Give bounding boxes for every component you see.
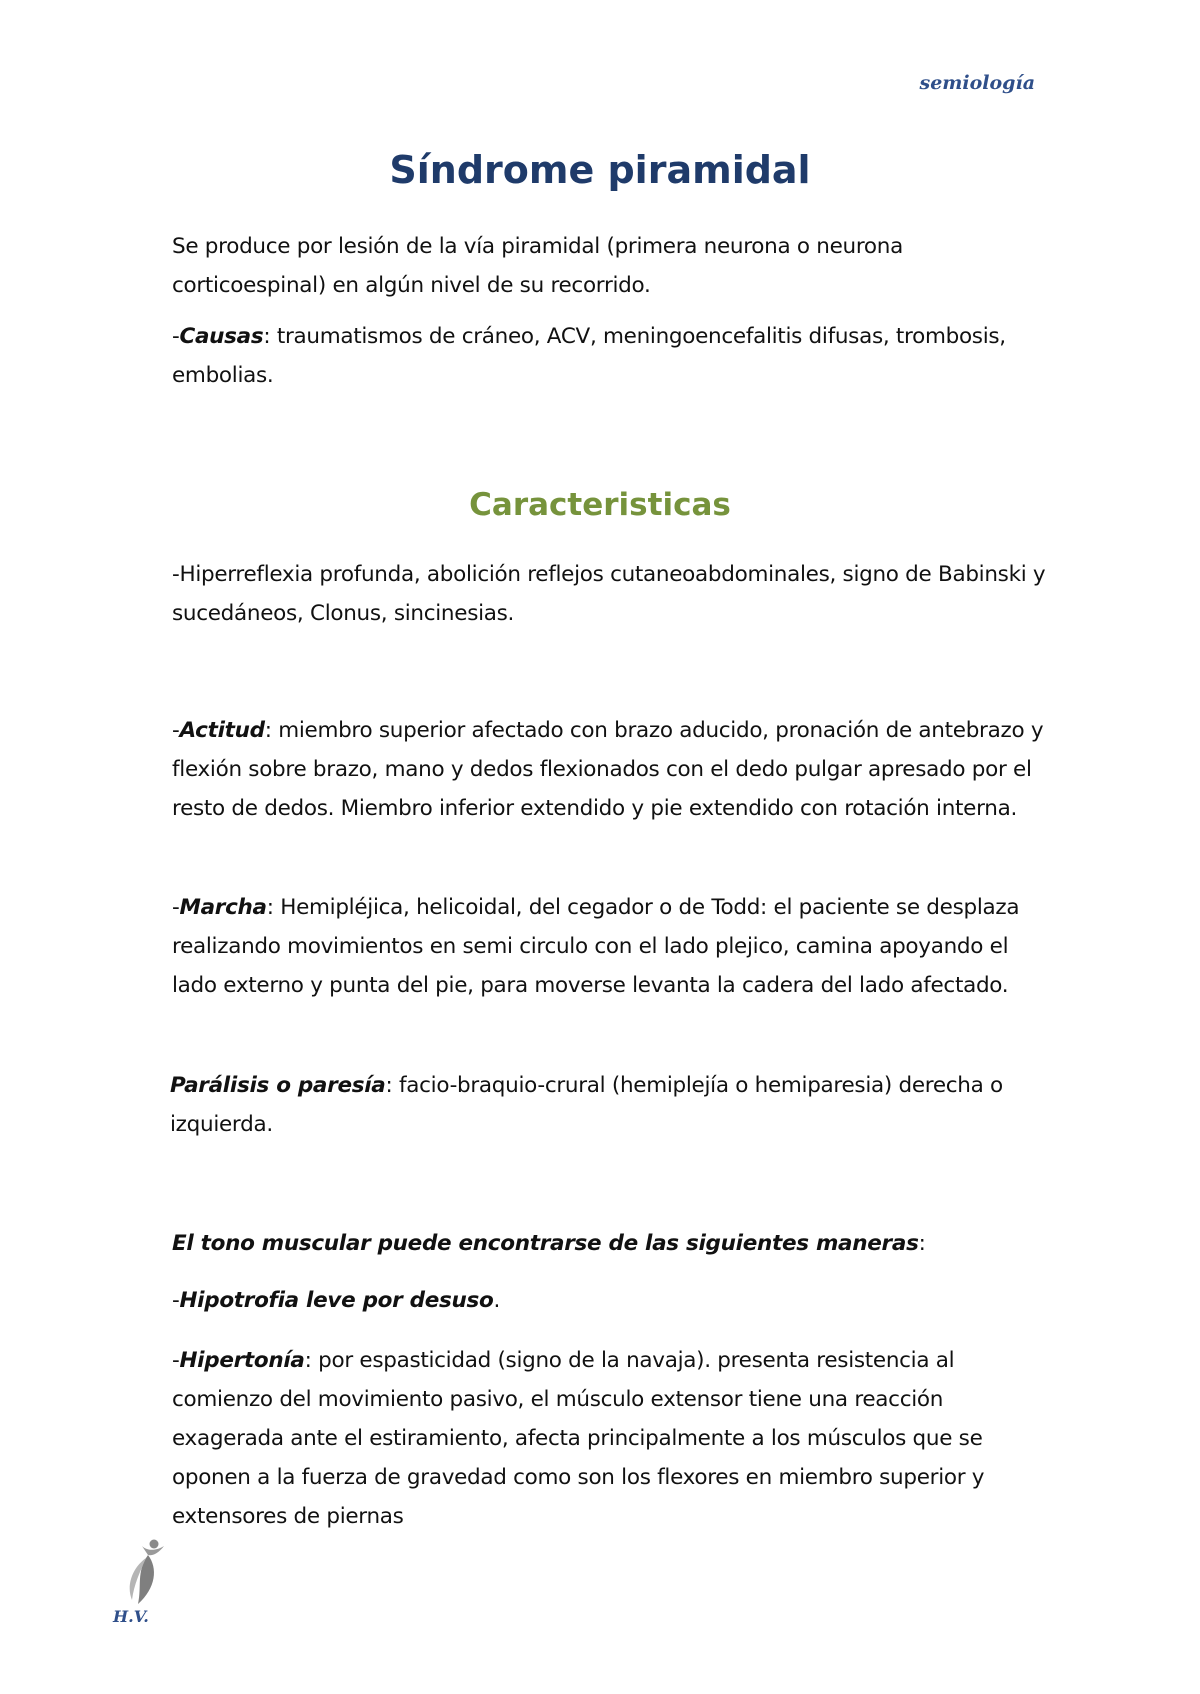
actitud-paragraph: [172, 711, 1052, 828]
paralisis-label: Parálisis o paresía: [170, 1073, 386, 1098]
marcha-label: Marcha: [179, 895, 267, 920]
tono-label: El tono muscular puede encontrarse de las siguientes maneras: [172, 1231, 919, 1256]
section-title: Caracteristicas: [469, 487, 731, 523]
marcha-prefix: -: [172, 895, 180, 920]
paralisis-paragraph: [170, 1066, 1050, 1144]
intro-paragraph: Se produce por lesión de la vía piramidal (primera neurona o neurona corticoespinal) en algún nivel de su recorrido.: [172, 234, 903, 298]
actitud-label: Actitud: [179, 718, 265, 743]
hipertonia-label: Hipertonía: [179, 1348, 305, 1373]
leaf-figure-icon: [118, 1538, 174, 1610]
actitud-text: : miembro superior afectado con brazo aducido, pronación de antebrazo y flexión sobre brazo, mano y dedos flexionados con el dedo pulgar apresado por el resto de dedos. Miembro inferior extendido y pie extendido con rotación interna.: [172, 718, 1044, 821]
hiperreflexia-paragraph: -Hiperreflexia profunda, abolición reflejos cutaneoabdominales, signo de Babinski y sucedáneos, Clonus, sincinesias.: [172, 562, 1046, 626]
causas-label: Causas: [179, 324, 264, 349]
page-title: Síndrome piramidal: [389, 148, 811, 192]
marcha-text: : Hemipléjica, helicoidal, del cegador o de Todd: el paciente se desplaza realizando movimientos en semi circulo con el lado plejico, camina apoyando el lado externo y punta del pie, para moverse levanta la cadera del lado afectado.: [172, 895, 1020, 998]
tono-suffix: :: [918, 1231, 926, 1256]
causas-prefix: -: [172, 324, 180, 349]
actitud-prefix: -: [172, 718, 180, 743]
tono-heading: [172, 1224, 1052, 1263]
footer-initials: H.V.: [113, 1607, 149, 1626]
hipotrofia-label: Hipotrofia leve por desuso: [179, 1288, 494, 1313]
hipertonia-paragraph: [172, 1341, 1052, 1536]
paralisis-text: : facio-braquio-crural (hemiplejía o hemiparesia) derecha o izquierda.: [170, 1073, 1003, 1137]
header-tag: semiología: [919, 72, 1035, 94]
hipertonia-prefix: -: [172, 1348, 180, 1373]
causas-text: : traumatismos de cráneo, ACV, meningoencefalitis difusas, trombosis, embolias.: [172, 324, 1006, 388]
causas-paragraph: [172, 317, 1052, 395]
hipotrofia-paragraph: [172, 1281, 1052, 1320]
hipotrofia-prefix: -: [172, 1288, 180, 1313]
hipertonia-text: : por espasticidad (signo de la navaja). presenta resistencia al comienzo del movimiento pasivo, el músculo extensor tiene una reacción exagerada ante el estiramiento, afecta principalmente a los músculos que se oponen a la fuerza de gravedad como son los flexores en miembro superior y extensores de piernas: [172, 1348, 985, 1529]
marcha-paragraph: [172, 888, 1052, 1005]
hipotrofia-suffix: .: [493, 1288, 501, 1313]
